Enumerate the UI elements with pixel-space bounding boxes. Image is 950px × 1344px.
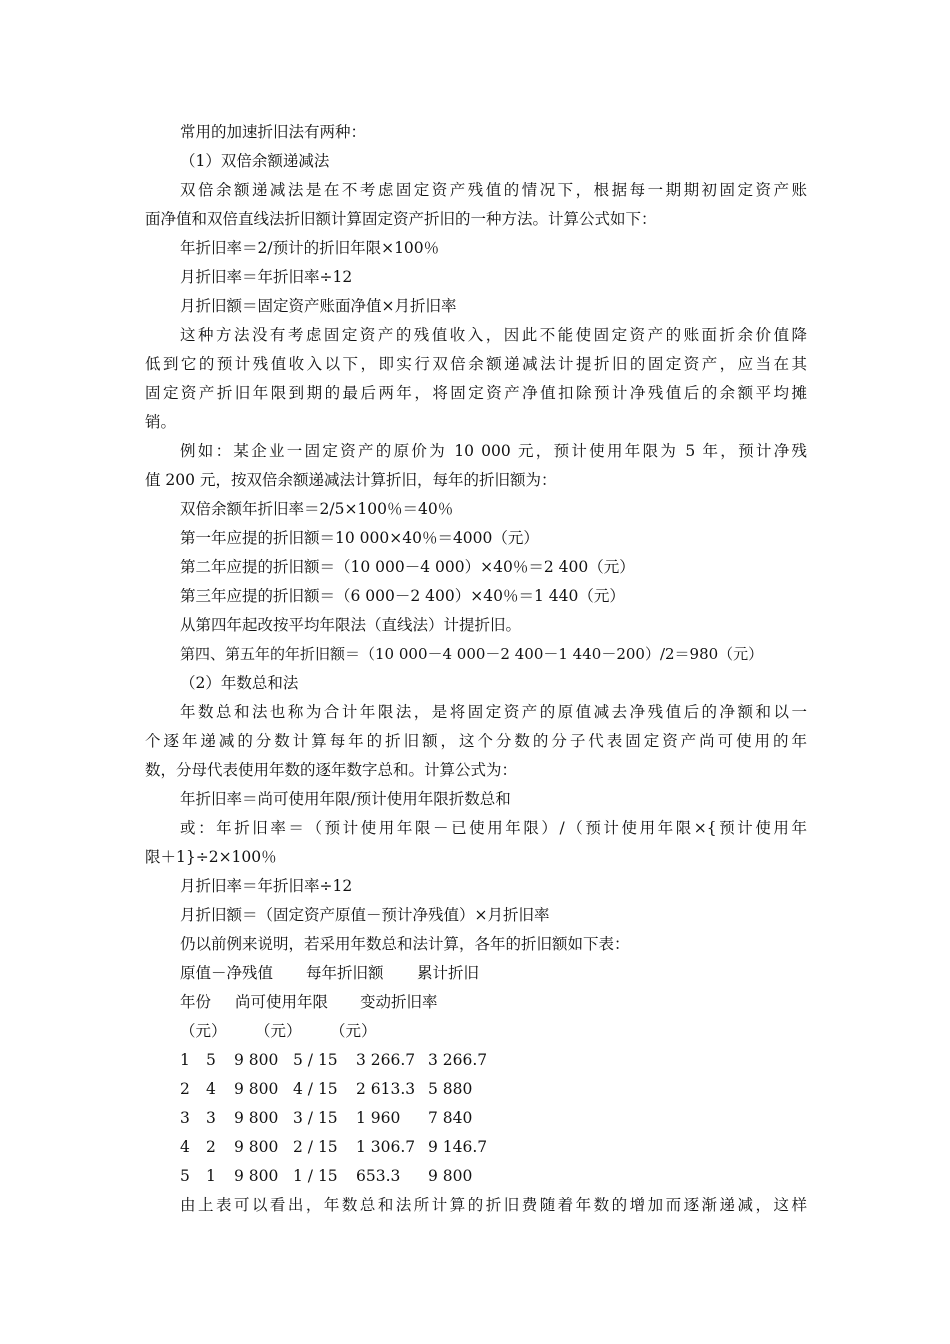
cell-accumulated: 7 840 (428, 1109, 473, 1127)
cell-accumulated: 5 880 (428, 1080, 473, 1098)
example-rate: 双倍余额年折旧率＝2/5×100％＝40％ (180, 500, 454, 518)
cell-net-value: 9 800 (234, 1109, 279, 1127)
formula-annual-rate: 年折旧率＝2/预计的折旧年限×100％ (180, 239, 440, 257)
cell-annual-depreciation: 1 960 (356, 1109, 401, 1127)
formula-sum-of-years-rate: 年折旧率＝尚可使用年限/预计使用年限折数总和 (180, 790, 511, 808)
sec1-paragraph-2-line-1: 这种方法没有考虑固定资产的残值收入，因此不能使固定资产的账面折余价值降 (180, 326, 807, 344)
section-1-heading: （1）双倍余额递减法 (180, 152, 330, 170)
example-switch-note: 从第四年起改按平均年限法（直线法）计提折旧。 (180, 616, 522, 634)
header-cell: 累计折旧 (417, 964, 480, 982)
example-line-1: 例如：某企业一固定资产的原价为 10 000 元，预计使用年限为 5 年，预计净残 (180, 442, 807, 460)
formula-alt-line-2: 限＋1}÷2×100％ (145, 848, 277, 866)
cell-rate: 5 / 15 (293, 1051, 338, 1069)
example-year-4-5: 第四、第五年的年折旧额＝（10 000－4 000－2 400－1 440－200）/2＝980（元） (180, 645, 764, 663)
sec1-paragraph-2-line-4: 销。 (145, 413, 177, 431)
table-intro: 仍以前例来说明，若采用年数总和法计算，各年的折旧额如下表： (180, 935, 630, 953)
cell-remaining-years: 1 (206, 1167, 216, 1185)
header-cell: 变动折旧率 (360, 993, 438, 1011)
header-cell: 尚可使用年限 (235, 993, 329, 1011)
formula-monthly-amount: 月折旧额＝固定资产账面净值×月折旧率 (180, 297, 457, 315)
cell-annual-depreciation: 653.3 (356, 1167, 401, 1185)
cell-year: 4 (180, 1138, 190, 1156)
example-year-2: 第二年应提的折旧额＝（10 000－4 000）×40％＝2 400（元） (180, 558, 635, 576)
sec2-paragraph-1-line-2: 个逐年递减的分数计算每年的折旧额，这个分数的分子代表固定资产尚可使用的年 (145, 732, 807, 750)
unit-cell: （元） (330, 1022, 377, 1040)
cell-remaining-years: 2 (206, 1138, 216, 1156)
sec2-paragraph-1-line-1: 年数总和法也称为合计年限法，是将固定资产的原值减去净残值后的净额和以一 (180, 703, 807, 721)
cell-net-value: 9 800 (234, 1138, 279, 1156)
cell-year: 5 (180, 1167, 190, 1185)
unit-cell: （元） (180, 1022, 227, 1040)
cell-accumulated: 9 146.7 (428, 1138, 488, 1156)
cell-rate: 1 / 15 (293, 1167, 338, 1185)
formula-monthly-amount-2: 月折旧额＝（固定资产原值－预计净残值）×月折旧率 (180, 906, 550, 924)
closing-line: 由上表可以看出，年数总和法所计算的折旧费随着年数的增加而逐渐递减，这样 (180, 1196, 807, 1214)
cell-remaining-years: 4 (206, 1080, 216, 1098)
cell-annual-depreciation: 3 266.7 (356, 1051, 416, 1069)
cell-year: 3 (180, 1109, 190, 1127)
example-year-1: 第一年应提的折旧额＝10 000×40％＝4000（元） (180, 529, 539, 547)
cell-net-value: 9 800 (234, 1167, 279, 1185)
sec1-paragraph-1-line-1: 双倍余额递减法是在不考虑固定资产残值的情况下，根据每一期期初固定资产账 (180, 181, 807, 199)
example-line-2: 值 200 元，按双倍余额递减法计算折旧，每年的折旧额为： (145, 471, 557, 489)
cell-rate: 4 / 15 (293, 1080, 338, 1098)
cell-annual-depreciation: 1 306.7 (356, 1138, 416, 1156)
cell-year: 2 (180, 1080, 190, 1098)
sec1-paragraph-2-line-3: 固定资产折旧年限到期的最后两年，将固定资产净值扣除预计净残值后的余额平均摊 (145, 384, 807, 402)
intro-line: 常用的加速折旧法有两种： (180, 123, 367, 141)
cell-accumulated: 9 800 (428, 1167, 473, 1185)
cell-rate: 3 / 15 (293, 1109, 338, 1127)
header-cell: 年份 (180, 993, 212, 1011)
header-cell: 原值－净残值 (180, 964, 274, 982)
cell-year: 1 (180, 1051, 190, 1069)
cell-remaining-years: 3 (206, 1109, 216, 1127)
example-year-3: 第三年应提的折旧额＝（6 000－2 400）×40％＝1 440（元） (180, 587, 625, 605)
sec2-paragraph-1-line-3: 数，分母代表使用年数的逐年数字总和。计算公式为： (145, 761, 518, 779)
cell-annual-depreciation: 2 613.3 (356, 1080, 416, 1098)
sec1-paragraph-1-line-2: 面净值和双倍直线法折旧额计算固定资产折旧的一种方法。计算公式如下： (145, 210, 657, 228)
formula-monthly-rate: 月折旧率＝年折旧率÷12 (180, 268, 353, 286)
header-cell: 每年折旧额 (306, 964, 384, 982)
section-2-heading: （2）年数总和法 (180, 674, 299, 692)
cell-net-value: 9 800 (234, 1051, 279, 1069)
cell-net-value: 9 800 (234, 1080, 279, 1098)
formula-alt-line-1: 或：年折旧率＝（预计使用年限－已使用年限）/（预计使用年限×{预计使用年 (180, 819, 807, 837)
formula-monthly-rate-2: 月折旧率＝年折旧率÷12 (180, 877, 353, 895)
sec1-paragraph-2-line-2: 低到它的预计残值收入以下，即实行双倍余额递减法计提折旧的固定资产，应当在其 (145, 355, 807, 373)
cell-accumulated: 3 266.7 (428, 1051, 488, 1069)
unit-cell: （元） (255, 1022, 302, 1040)
cell-remaining-years: 5 (206, 1051, 216, 1069)
cell-rate: 2 / 15 (293, 1138, 338, 1156)
